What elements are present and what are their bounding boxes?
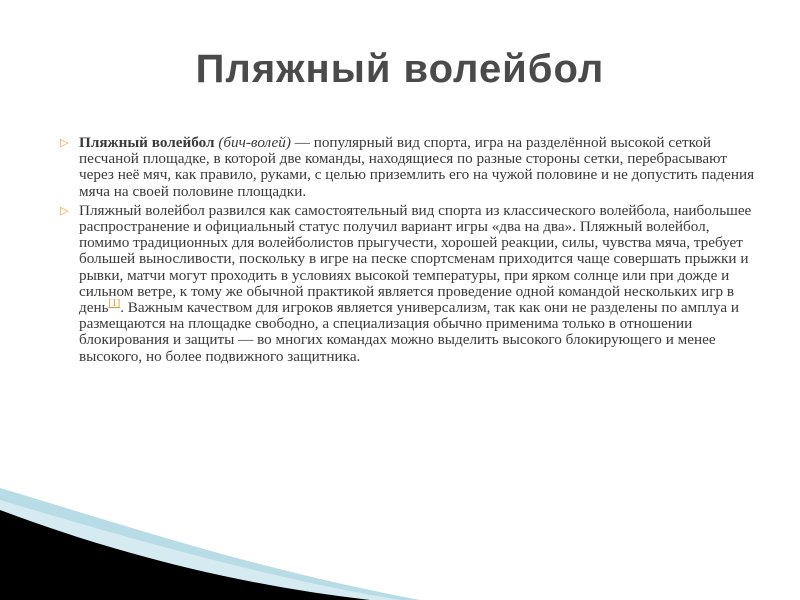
slide-title: Пляжный волейбол — [195, 47, 605, 91]
history-text-part-1: Пляжный волейбол развился как самостоятельный вид спорта из классического волейбола, наибольшее распространение и официальный статус получил вариант игры «два на два». Пляжный волейбол, помимо традиционных для волейболистов прыгучести, хорошей реакции, силы, чувства мяча, требует большей выносливости, поскольку в игре на песке спортсменам приходится чаще совершать прыжки и рывки, матчи могут проходить в условиях высокой температуры, при ярком солнце или при дожде и сильном ветре, к тому же обычной практикой является проведение одной командой нескольких игр в день — [79, 201, 752, 317]
alternate-name: (бич-волей) — [218, 134, 291, 151]
hollow-triangle-icon: ▷ — [60, 203, 69, 217]
history-text-part-2: . Важным качеством для игроков является универсализм, так как они не разделены по амплуа и размещаются на площадке свободно, а специализация обычно применима только в отношении блокирования и защиты — во многих командах можно выделить высокого блокирующего и менее высокого, но более подвижного защитника. — [79, 299, 739, 365]
hollow-triangle-icon: ▷ — [60, 136, 69, 149]
term-name: Пляжный волейбол — [79, 134, 215, 151]
footnote-reference-link[interactable]: [1] — [108, 297, 121, 309]
definition-text: — популярный вид спорта, игра на разделённой высокой сеткой песчаной площадке, в которой две команды, находящиеся по разные стороны сетки, перебрасывают через неё мяч, как правило, руками, с целью приземлить его на чужой половине и не допустить падения мяча на своей половине площадки. — [79, 134, 755, 200]
